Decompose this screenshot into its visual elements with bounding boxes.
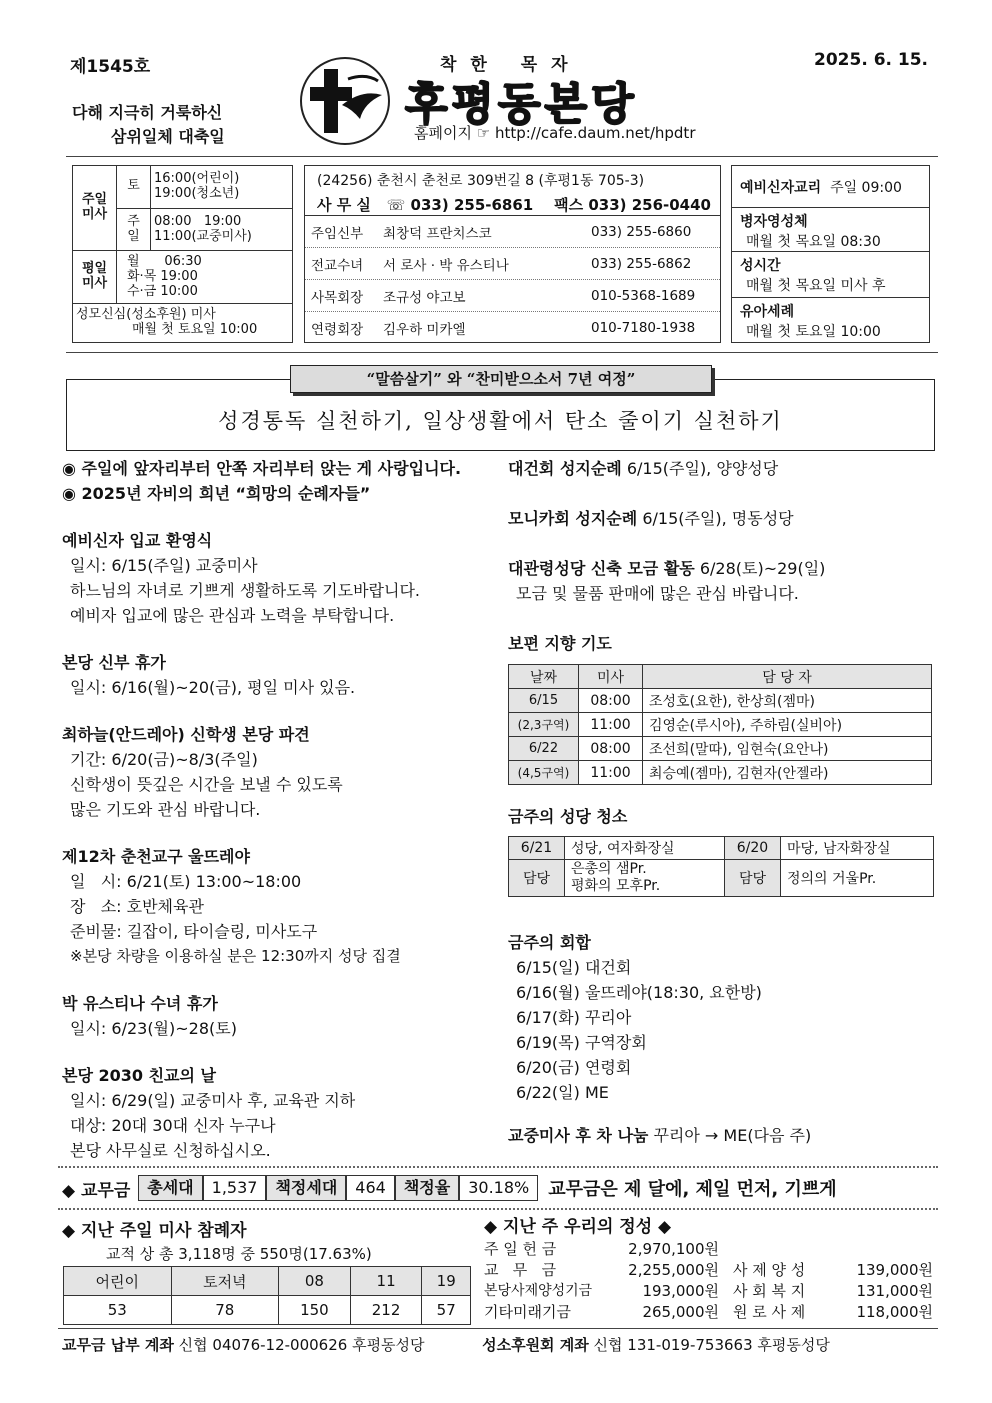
table-row: 6/15 08:00 조성호(요한), 한상희(젬마)	[509, 689, 932, 713]
meeting-item: 6/15(일) 대건회	[516, 958, 632, 977]
sacrament-item: 병자영성체 매월 첫 목요일 08:30	[732, 208, 929, 252]
saturday-times: 16:00(어린이) 19:00(청소년)	[151, 166, 293, 209]
issue-number: 제1545호	[70, 57, 151, 77]
sacrament-schedule-box	[731, 165, 930, 343]
sunday-mass-label: 주일 미사	[73, 166, 117, 251]
church-dues-row: ◆ 교무금 총세대 1,537 책정세대 464 책정율 30.18% 교무금은 제 달에, 제일 먼저, 기쁘게	[62, 1174, 942, 1202]
newsletter-subtitle: 착한 목자	[440, 55, 582, 75]
issue-date: 2025. 6. 15.	[814, 50, 929, 70]
header-divider	[66, 156, 938, 157]
pilgrimage-notice: 모니카회 성지순례 6/15(주일), 명동성당	[508, 509, 794, 528]
mass-schedule-table	[72, 165, 293, 343]
newsletter-title: 후평동본당	[405, 79, 638, 130]
homepage-link[interactable]: 홈페이지 ☞ http://cafe.daum.net/hpdtr	[414, 124, 696, 142]
meeting-item: 6/20(금) 연령회	[516, 1058, 632, 1077]
table-header: 미사	[579, 665, 643, 689]
notice-title: 박 유스티나 수녀 휴가	[62, 994, 218, 1013]
offering-row: 기타미래기금 265,000원 원 로 사 제 118,000원	[484, 1303, 933, 1321]
office-phone: 사 무 실 ☏ 033) 255-6861 팩스 033) 256-0440	[317, 196, 711, 214]
table-header: 어린이	[64, 1267, 172, 1296]
notice-title: 본당 2030 친교의 날	[62, 1066, 216, 1085]
staff-row: 전교수녀 서 로사 · 박 유스티나 033) 255-6862	[305, 248, 720, 280]
theme-banner-text: 성경통독 실천하기, 일상생활에서 탄소 줄이기 실천하기	[218, 409, 783, 433]
dues-rate: 30.18%	[459, 1175, 538, 1201]
sacrament-item: 유아세례 매월 첫 토요일 10:00	[740, 304, 881, 340]
dues-assigned: 464	[346, 1175, 395, 1201]
notice-line: 본당 사무실로 신청하십시오.	[70, 1141, 271, 1160]
staff-row: 주임신부 최창덕 프란치스코 033) 255-6860	[305, 216, 720, 248]
notice-line: 대상: 20대 30대 신자 누구나	[70, 1116, 276, 1135]
weekday-times: 월 06:30 화·목 19:00 수·금 10:00	[117, 251, 293, 304]
notice-line: 일시: 6/16(월)~20(금), 평일 미사 있음.	[70, 678, 356, 697]
sunday-label: 주 일	[117, 208, 151, 251]
prayer-section-title: 보편 지향 기도	[508, 634, 612, 653]
feast-title-line1: 다해 지극히 거룩하신	[72, 103, 223, 122]
marian-mass: 성모신심(성소후원) 미사 매월 첫 토요일 10:00	[73, 304, 293, 343]
attendance-table	[63, 1266, 471, 1325]
table-header: 토저녁	[171, 1267, 279, 1296]
notice-line: 예비자 입교에 많은 관심과 노력을 부탁합니다.	[70, 606, 395, 625]
fundraising-notice: 대관령성당 신축 모금 활동 6/28(토)~29(일)	[508, 559, 826, 578]
right-column-top	[508, 456, 938, 656]
table-header: 날짜	[509, 665, 579, 689]
fundraising-line: 모금 및 물품 판매에 많은 관심 바랍니다.	[516, 584, 799, 603]
notice-line: 많은 기도와 관심 바랍니다.	[70, 800, 261, 819]
prayer-duty-table	[508, 664, 932, 785]
table-header: 담 당 자	[643, 665, 932, 689]
dues-slogan: 교무금은 제 달에, 제일 먼저, 기쁘게	[548, 1179, 837, 1200]
meeting-item: 6/22(일) ME	[516, 1083, 609, 1102]
table-header: 19	[422, 1267, 471, 1296]
parish-logo	[300, 57, 390, 145]
offering-title: ◆ 지난 주 우리의 정성 ◆	[484, 1217, 672, 1237]
notice-line: 일시: 6/15(주일) 교중미사	[70, 556, 258, 575]
dues-label: ◆ 교무금	[62, 1180, 131, 1201]
dues-total: 1,537	[203, 1175, 267, 1201]
attendance-title: ◆ 지난 주일 미사 참례자	[62, 1221, 247, 1241]
offering-row: 교 무 금 2,255,000원 사 제 양 성 139,000원	[484, 1261, 933, 1279]
sunday-times: 08:00 19:00 11:00(교중미사)	[151, 208, 293, 251]
meeting-item: 6/17(화) 꾸리아	[516, 1008, 632, 1027]
pilgrimage-notice: 대건회 성지순례 6/15(주일), 양양성당	[508, 459, 779, 478]
weekday-mass-label: 평일 미사	[73, 251, 117, 304]
tea-sharing-notice: 교중미사 후 차 나눔 꾸리아 → ME(다음 주)	[508, 1126, 812, 1145]
feast-title-line2: 삼위일체 대축일	[111, 127, 225, 146]
table-row: 6/21 성당, 여자화장실 6/20 마당, 남자화장실	[509, 837, 934, 860]
table-row: (2,3구역) 11:00 김영순(루시아), 주하림(실비아)	[509, 713, 932, 737]
theme-banner-tag: “말씀살기” 와 “찬미받으소서 7년 여정”	[290, 365, 712, 393]
table-row: 6/22 08:00 조선희(말따), 임현숙(요안나)	[509, 737, 932, 761]
notice-title: 본당 신부 휴가	[62, 653, 166, 672]
dotted-divider	[58, 1166, 938, 1168]
bullet-notice: ◉ 주일에 앞자리부터 안쪽 자리부터 앉는 게 사랑입니다.	[62, 459, 462, 478]
cleaning-duty-table	[508, 836, 934, 897]
table-row: (4,5구역) 11:00 최승예(젬마), 김현자(안젤라)	[509, 761, 932, 785]
notice-title: 제12차 춘천교구 울뜨레야	[62, 847, 250, 866]
offering-row: 본당사제양성기금 193,000원 사 회 복 지 131,000원	[484, 1282, 933, 1300]
notice-line: 일시: 6/23(월)~28(토)	[70, 1019, 237, 1038]
cleaning-section-title: 금주의 성당 청소	[508, 807, 628, 826]
notice-line: 장 소: 호반체육관	[70, 897, 204, 916]
notice-title: 최하늘(안드레아) 신학생 본당 파견	[62, 725, 310, 744]
table-header: 11	[350, 1267, 422, 1296]
staff-row: 사목회장 조규성 야고보 010-5368-1689	[305, 280, 720, 312]
notice-line: 기간: 6/20(금)~8/3(주일)	[70, 750, 258, 769]
attendance-summary: 교적 상 총 3,118명 중 550명(17.63%)	[106, 1245, 372, 1263]
meetings-section	[508, 930, 938, 1148]
meeting-item: 6/16(월) 울뜨레야(18:30, 요한방)	[516, 983, 762, 1002]
left-column	[62, 456, 502, 1163]
notice-line: 준비물: 길잡이, 타이슬링, 미사도구	[70, 922, 318, 941]
meetings-title: 금주의 회합	[508, 933, 591, 952]
notice-line: ※본당 차량을 이용하실 분은 12:30까지 성당 집결	[70, 947, 401, 965]
notice-title: 예비신자 입교 환영식	[62, 531, 213, 550]
notice-line: 신학생이 뜻깊은 시간을 보낼 수 있도록	[70, 775, 343, 794]
section-divider	[66, 352, 938, 353]
table-row: 53 78 150 212 57	[64, 1296, 471, 1325]
offering-row: 주 일 헌 금 2,970,100원	[484, 1240, 719, 1258]
footer-divider	[58, 1328, 938, 1329]
bullet-notice: ◉ 2025년 자비의 희년 “희망의 순례자들”	[62, 484, 371, 503]
table-row: 담당 은총의 샘Pr. 평화의 모후Pr. 담당 정의의 거울Pr.	[509, 860, 934, 897]
table-header: 08	[279, 1267, 351, 1296]
offering-section	[484, 1212, 936, 1323]
sacrament-item: 성시간 매월 첫 목요일 미사 후	[732, 252, 929, 298]
office-address: (24256) 춘천시 춘천로 309번길 8 (후평1동 705-3)	[317, 173, 645, 189]
office-contact-box	[304, 165, 721, 343]
sacrament-item: 예비신자교리 주일 09:00	[732, 166, 929, 208]
notice-line: 하느님의 자녀로 기쁘게 생활하도록 기도바랍니다.	[70, 581, 421, 600]
staff-row: 연령회장 김우하 미카엘 010-7180-1938	[311, 320, 696, 338]
saturday-label: 토	[117, 166, 151, 209]
dotted-divider	[58, 1208, 938, 1210]
notice-line: 일 시: 6/21(토) 13:00~18:00	[70, 872, 302, 891]
meeting-item: 6/19(목) 구역장회	[516, 1033, 647, 1052]
notice-line: 일시: 6/29(일) 교중미사 후, 교육관 지하	[70, 1091, 356, 1110]
footer-accounts: 교무금 납부 계좌 신협 04076-12-000626 후평동성당 성소후원회 계좌 신협 131-019-753663 후평동성당	[62, 1336, 830, 1354]
